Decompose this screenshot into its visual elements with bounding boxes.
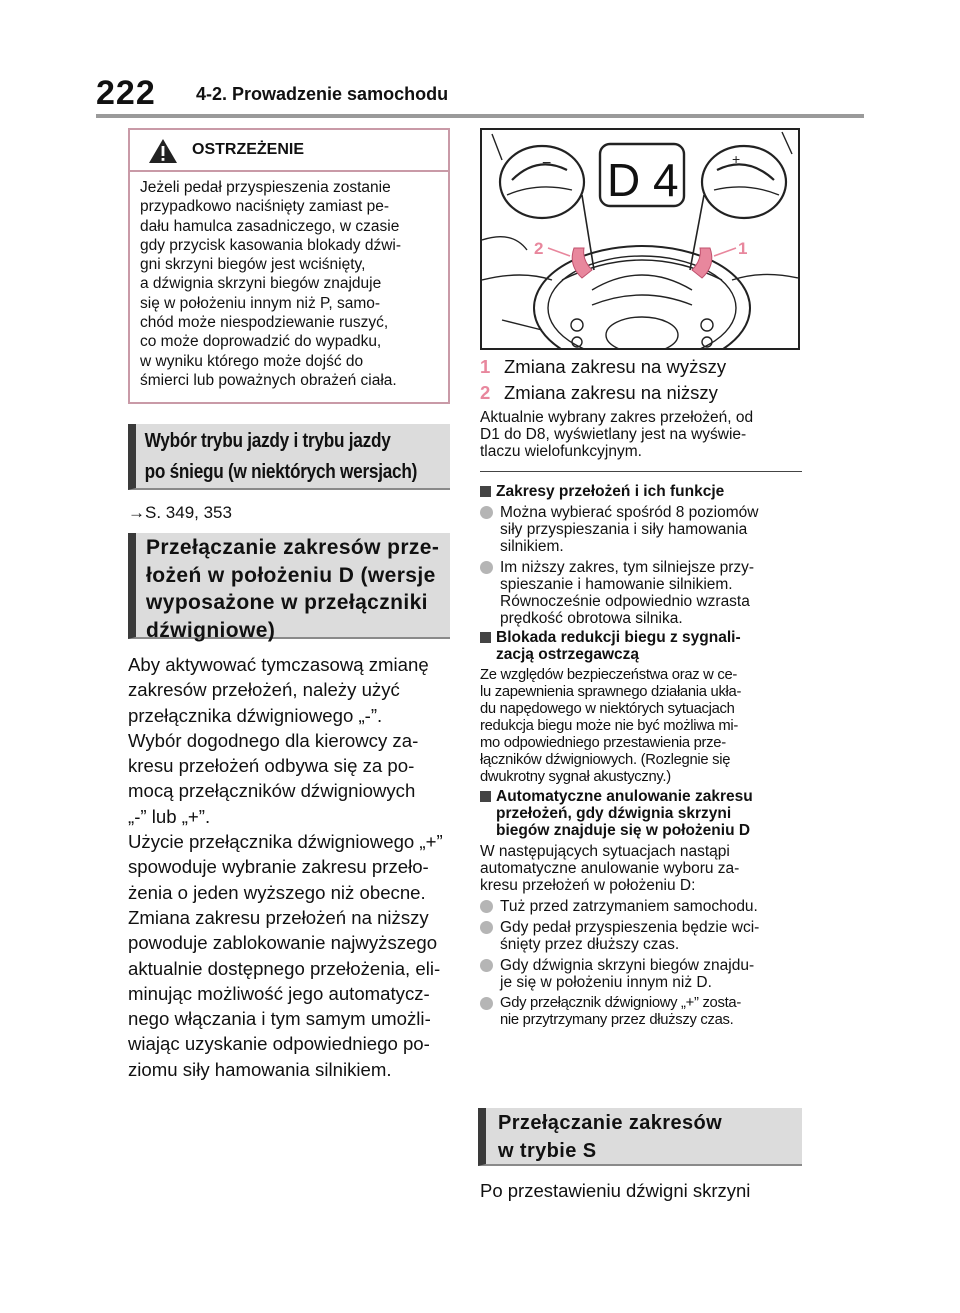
warning-text: Jeżeli pedał przyspieszenia zostanie przypadkowo naciśnięty zamiast pe- dału hamulca zasadniczego, w czasie gdy przycisk kasowania blokady dźwi- gni skrzyni biegów jest wciśnięty, a dźwignia skrzyni biegów znajduje się w położeniu innym niż P, samo- chód może niespodziewanie ruszyć, co może doprowadzić do wypadku, w wyniku którego może dojść do śmierci lub poważnych obrażeń ciała. xyxy=(140,179,402,389)
svg-text:D 4: D 4 xyxy=(607,154,679,206)
steering-wheel-figure xyxy=(480,128,800,350)
paragraph: W następujących sytuacjach nastąpi automatyczne anulowanie wyboru za- kresu przełożeń w położeniu D: xyxy=(480,843,740,894)
section-title: 4-2. Prowadzenie samochodu xyxy=(196,84,449,104)
bullet-item: Im niższy zakres, tym silniejsze przy- spieszanie i hamowanie silnikiem. Równocześnie odpowiednio wzrasta prędkość obrotowa silnika. xyxy=(480,559,806,627)
paddle-shift-paragraph: Aby aktywować tymczasową zmianę zakresów przełożeń, należy użyć przełącznika dźwigniowego „-”. Wybór dogodnego dla kierowcy za- kresu przełożeń odbywa się za po- mocą przełączników dźwigniowych „-” lub „+”. Użycie przełącznika dźwigniowego „+” spowoduje wybranie zakresu przeło- żenia o jeden wyższego niż obecne. Zmiana zakresu przełożeń na niższy powoduje zablokowanie najwyższego aktualnie dostępnego przełożenia, eli- minując możliwość jego automatycz- nego włączania i tym samym umożli- wiając uzyskanie odpowiedniego po- ziomu siły hamowania silnikiem. xyxy=(128,654,443,1080)
page-reference: →S. 349, 353 xyxy=(128,503,232,522)
caption-item: 2 Zmiana zakresu na niższy xyxy=(480,382,718,403)
section-heading-drive-mode: Wybór trybu jazdy i trybu jazdy po śniegu (w niektórych wersjach) xyxy=(128,424,450,490)
caption-item: 1 Zmiana zakresu na wyższy xyxy=(480,356,727,377)
page-number: 222 xyxy=(96,74,156,112)
warning-icon xyxy=(148,138,178,164)
bullet-item: Gdy dźwignia skrzyni biegów znajdu- je się w położeniu innym niż D. xyxy=(480,957,806,991)
bullet-item: Tuż przed zatrzymaniem samochodu. xyxy=(480,898,806,915)
warning-box xyxy=(128,128,450,404)
figure-captions xyxy=(480,354,726,406)
svg-text:2: 2 xyxy=(534,239,544,258)
caption-note: Aktualnie wybrany zakres przełożeń, od D1 do D8, wyświetlany jest na wyświe- tlaczu wielofunkcyjnym. xyxy=(480,409,754,460)
continued-paragraph: Po przestawieniu dźwigni skrzyni xyxy=(480,1180,751,1201)
bullet-item: Gdy pedał przyspieszenia będzie wci- śnięty przez dłuższy czas. xyxy=(480,919,806,953)
subheading: Blokada redukcji biegu z sygnali- zacją ostrzegawczą xyxy=(480,629,806,663)
section-heading-s-mode: Przełączanie zakresów w trybie S xyxy=(478,1108,802,1166)
paragraph: Ze względów bezpieczeństwa oraz w ce- lu zapewnienia sprawnego działania ukła- du napędowego w niektórych sytuacjach redukcja biegu może nie być możliwa mi- mo odpowiedniego przestawienia prze- łączników dźwigniowych. (Rozlegnie się dwukrotny sygnał akustyczny.) xyxy=(480,667,742,785)
svg-text:+: + xyxy=(732,151,741,167)
svg-text:1: 1 xyxy=(738,239,748,258)
bullet-item: Gdy przełącznik dźwigniowy „+” zosta- nie przytrzymany przez dłuższy czas. xyxy=(480,995,806,1029)
subheading: Zakresy przełożeń i ich funkcje xyxy=(480,483,806,500)
right-column-text xyxy=(480,481,806,1029)
divider xyxy=(480,471,802,472)
warning-header xyxy=(130,130,448,172)
subheading: Automatyczne anulowanie zakresu przełożeń, gdy dźwignia skrzyni biegów znajduje się w położeniu D xyxy=(480,788,806,839)
header-rule xyxy=(96,114,864,118)
svg-text:−: − xyxy=(542,155,552,172)
steering-wheel-illustration xyxy=(482,130,798,348)
section-heading-paddle-shift: Przełączanie zakresów prze- łożeń w położeniu D (wersje wyposażone w przełączniki dźwigniowe) xyxy=(128,533,450,639)
bullet-item: Można wybierać spośród 8 poziomów siły przyspieszania i siły hamowania silnikiem. xyxy=(480,504,806,555)
warning-title: OSTRZEŻENIE xyxy=(192,141,305,158)
